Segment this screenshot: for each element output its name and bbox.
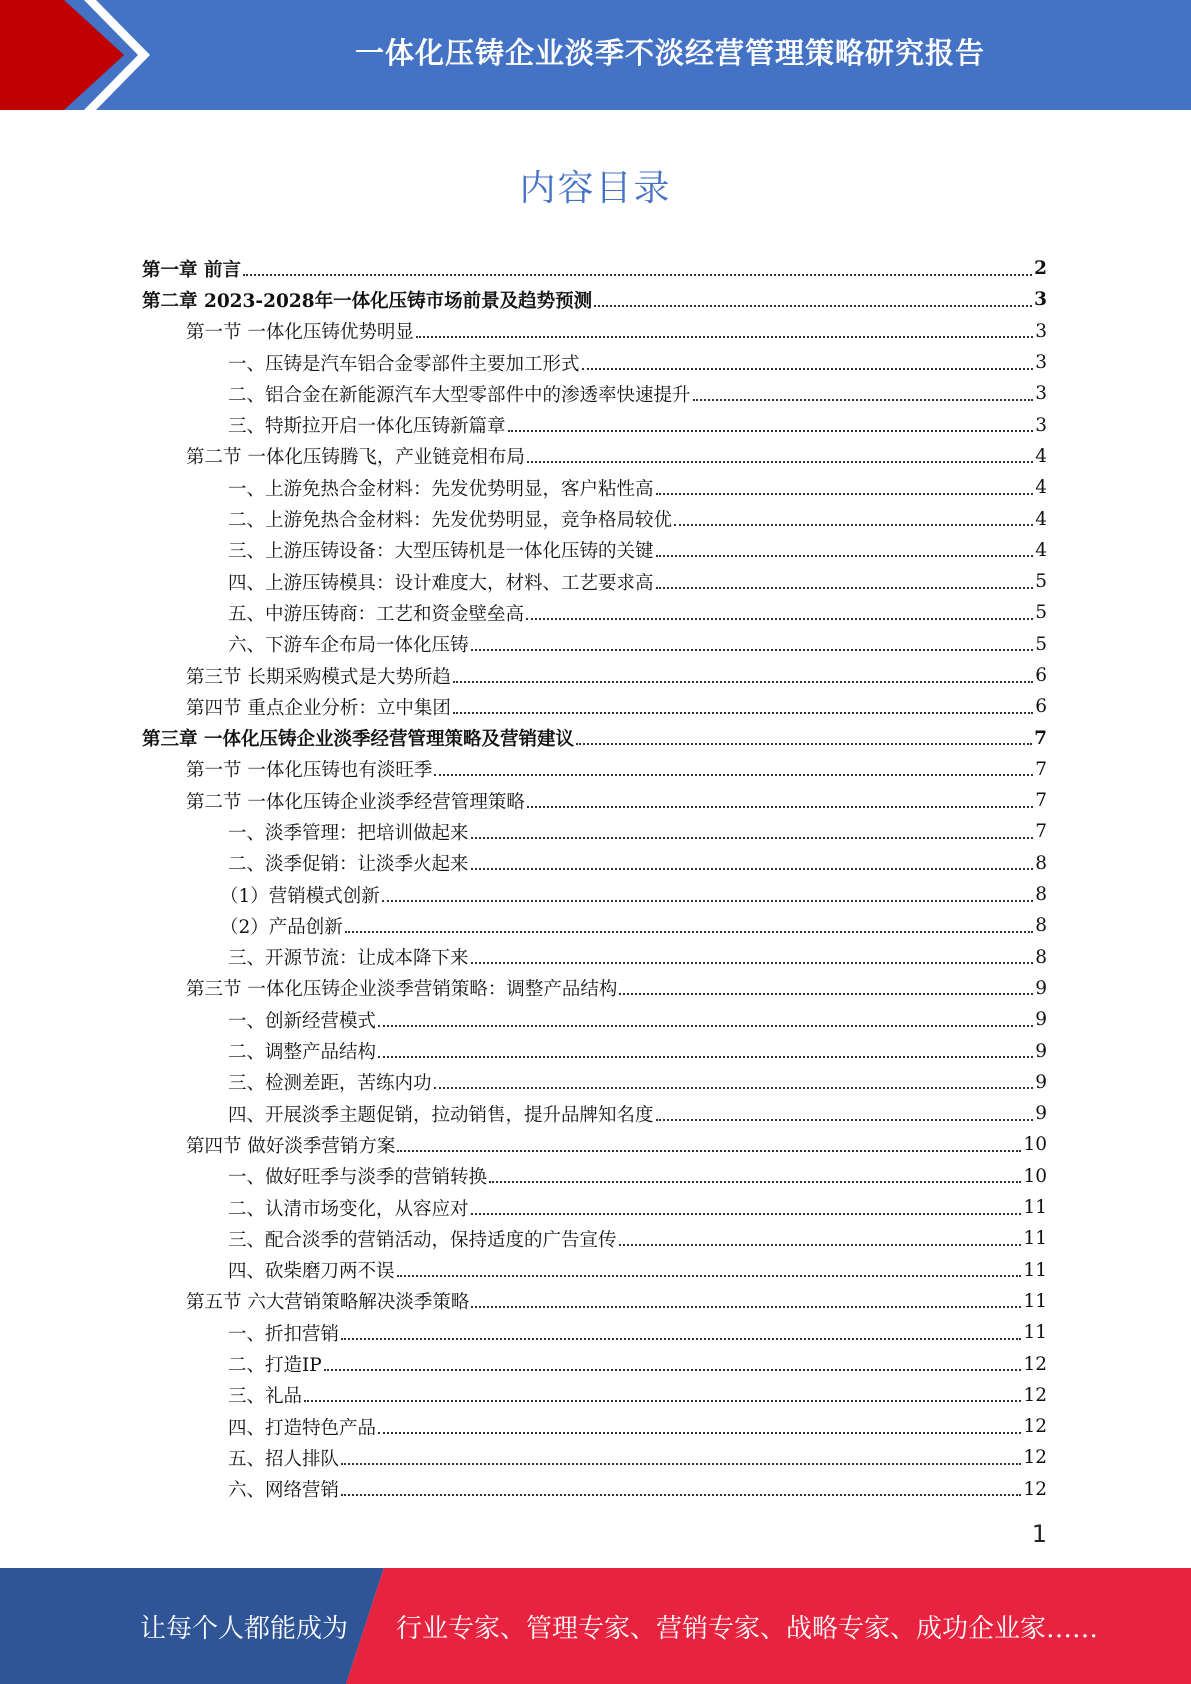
toc-entry-title: （1）营销模式创新: [220, 885, 380, 907]
toc-dot-leader: [341, 1338, 1021, 1340]
toc-entry[interactable]: [142, 629, 1047, 660]
toc-entry[interactable]: [142, 1129, 1047, 1160]
toc-entry[interactable]: [142, 597, 1047, 628]
toc-entry[interactable]: [142, 441, 1047, 472]
toc-entry[interactable]: [142, 503, 1047, 534]
toc-entry[interactable]: [142, 284, 1047, 315]
toc-entry[interactable]: [142, 1380, 1047, 1411]
toc-entry[interactable]: [142, 1317, 1047, 1348]
toc-entry-page: 4: [1035, 445, 1047, 467]
toc-entry-title: 第三节 长期采购模式是大势所趋: [186, 666, 451, 688]
toc-dot-leader: [693, 399, 1034, 401]
toc-entry-title: 第三节 一体化压铸企业淡季营销策略：调整产品结构: [186, 979, 618, 1001]
toc-entry-title: 六、网络营销: [228, 1480, 340, 1502]
toc-entry-page: 12: [1023, 1384, 1047, 1406]
toc-entry-page: 12: [1023, 1478, 1047, 1500]
toc-entry-title: 三、检测差距，苦练内功: [228, 1073, 432, 1095]
toc-entry-page: 7: [1035, 790, 1047, 812]
toc-dot-leader: [619, 1244, 1022, 1246]
toc-dot-leader: [471, 962, 1034, 964]
toc-entry-title: 第四节 重点企业分析：立中集团: [186, 697, 451, 719]
toc-entry-title: 第二章 2023-2028年一体化压铸市场前景及趋势预测: [142, 290, 593, 312]
toc-entry-page: 6: [1035, 696, 1047, 718]
toc-entry-page: 3: [1035, 320, 1047, 342]
toc-entry[interactable]: [142, 1474, 1047, 1505]
toc-entry-title: 二、铝合金在新能源汽车大型零部件中的渗透率快速提升: [228, 384, 691, 406]
toc-entry-page: 11: [1023, 1259, 1047, 1281]
toc-dot-leader: [594, 305, 1032, 307]
toc-entry-page: 10: [1023, 1134, 1047, 1156]
toc-entry[interactable]: [142, 347, 1047, 378]
toc-entry-title: 五、中游压铸商：工艺和资金壁垒高: [228, 603, 525, 625]
toc-entry[interactable]: [142, 1161, 1047, 1192]
toc-entry-title: 第一节 一体化压铸优势明显: [186, 322, 414, 344]
toc-entry-title: 一、压铸是汽车铝合金零部件主要加工形式: [228, 353, 580, 375]
toc-dot-leader: [582, 368, 1034, 370]
toc-entry[interactable]: [142, 535, 1047, 566]
toc-entry[interactable]: [142, 1035, 1047, 1066]
toc-entry-page: 8: [1035, 852, 1047, 874]
toc-dot-leader: [656, 1119, 1034, 1121]
toc-entry-page: 8: [1035, 884, 1047, 906]
toc-dot-leader: [508, 430, 1034, 432]
toc-entry-title: （2）产品创新: [220, 916, 343, 938]
toc-dot-leader: [378, 1056, 1033, 1058]
toc-entry[interactable]: [142, 816, 1047, 847]
report-title: 一体化压铸企业淡季不淡经营管理策略研究报告: [354, 35, 985, 70]
toc-dot-leader: [576, 743, 1032, 745]
toc-entry-title: 第三章 一体化压铸企业淡季经营管理策略及营销建议: [142, 729, 574, 751]
toc-entry[interactable]: [142, 754, 1047, 785]
toc-entry-title: 一、做好旺季与淡季的营销转换: [228, 1167, 488, 1189]
toc-entry-title: 三、上游压铸设备：大型压铸机是一体化压铸的关键: [228, 541, 654, 563]
header-arrow-decoration: [0, 0, 160, 110]
toc-entry-page: 12: [1023, 1447, 1047, 1469]
toc-entry[interactable]: [142, 1348, 1047, 1379]
toc-dot-leader: [453, 712, 1033, 714]
toc-dot-leader: [656, 587, 1034, 589]
toc-entry[interactable]: [142, 1286, 1047, 1317]
toc-entry-page: 9: [1035, 1009, 1047, 1031]
toc-entry-title: 五、招人排队: [228, 1448, 340, 1470]
toc-entry[interactable]: [142, 1411, 1047, 1442]
toc-dot-leader: [453, 681, 1033, 683]
toc-entry[interactable]: [142, 691, 1047, 722]
toc-entry[interactable]: [142, 378, 1047, 409]
toc-entry-title: 三、礼品: [228, 1386, 303, 1408]
toc-entry-page: 4: [1035, 539, 1047, 561]
toc-dot-leader: [434, 1087, 1034, 1089]
toc-entry[interactable]: [142, 879, 1047, 910]
toc-entry-page: 6: [1035, 665, 1047, 686]
toc-entry-page: 9: [1035, 1103, 1047, 1125]
toc-entry-page: 8: [1035, 946, 1047, 968]
toc-entry-title: 四、打造特色产品: [228, 1417, 377, 1439]
toc-dot-leader: [471, 837, 1034, 839]
toc-dot-leader: [341, 1463, 1021, 1465]
toc-entry-page: 5: [1035, 571, 1047, 593]
toc-entry-page: 11: [1023, 1228, 1047, 1250]
toc-dot-leader: [526, 618, 1033, 620]
toc-entry-title: 一、创新经营模式: [228, 1010, 377, 1032]
toc-dot-leader: [527, 461, 1033, 463]
toc-entry-title: 一、上游免热合金材料：先发优势明显，客户粘性高: [228, 478, 654, 500]
toc-entry-title: 四、砍柴磨刀两不误: [228, 1261, 395, 1283]
toc-entry[interactable]: [142, 253, 1047, 284]
toc-entry-page: 9: [1035, 1071, 1047, 1093]
toc-entry-title: 三、配合淡季的营销活动，保持适度的广告宣传: [228, 1229, 617, 1251]
toc-entry-page: 4: [1035, 477, 1047, 499]
toc-entry-page: 3: [1035, 352, 1047, 374]
toc-entry-page: 11: [1023, 1322, 1047, 1344]
toc-entry-page: 12: [1023, 1353, 1047, 1375]
toc-entry-page: 3: [1035, 414, 1047, 436]
footer-banner: [0, 1568, 1191, 1684]
toc-dot-leader: [416, 336, 1033, 338]
toc-heading: 内容目录: [519, 168, 672, 209]
toc-dot-leader: [434, 774, 1033, 776]
toc-entry[interactable]: [142, 722, 1047, 753]
toc-dot-leader: [471, 1213, 1022, 1215]
toc-dot-leader: [378, 1025, 1033, 1027]
toc-entry-title: 二、认清市场变化，从容应对: [228, 1198, 469, 1220]
toc-entry[interactable]: [142, 316, 1047, 347]
toc-dot-leader: [341, 1494, 1021, 1496]
toc-entry[interactable]: [142, 1067, 1047, 1098]
toc-entry-title: 二、打造IP: [228, 1355, 322, 1377]
toc-entry-page: 9: [1035, 977, 1047, 999]
toc-dot-leader: [378, 1432, 1021, 1434]
toc-entry-page: 3: [1034, 289, 1047, 311]
toc-entry[interactable]: [142, 1004, 1047, 1035]
toc-entry[interactable]: [142, 472, 1047, 503]
toc-entry-title: 二、淡季促销：让淡季火起来: [228, 854, 469, 876]
toc-entry-page: 8: [1035, 915, 1047, 937]
toc-dot-leader: [397, 1275, 1022, 1277]
toc-entry-page: 5: [1035, 602, 1047, 624]
footer-roles: 行业专家、管理专家、营销专家、战略专家、成功企业家……: [396, 1613, 1099, 1644]
toc-entry[interactable]: [142, 1098, 1047, 1129]
toc-entry[interactable]: [142, 785, 1047, 816]
toc-dot-leader: [243, 274, 1032, 276]
toc-entry[interactable]: [142, 409, 1047, 440]
toc-entry[interactable]: [142, 1223, 1047, 1254]
toc-entry-title: 第一节 一体化压铸也有淡旺季: [186, 760, 433, 782]
toc-entry-page: 7: [1035, 821, 1047, 843]
page-number: 1: [1031, 1520, 1047, 1548]
toc-entry-page: 12: [1023, 1416, 1047, 1438]
toc-entry[interactable]: [142, 848, 1047, 879]
toc-entry[interactable]: [142, 973, 1047, 1004]
toc-entry-page: 9: [1035, 1040, 1047, 1062]
toc-dot-leader: [489, 1181, 1021, 1183]
toc-entry-page: 7: [1034, 727, 1047, 749]
toc-dot-leader: [324, 1369, 1022, 1371]
toc-entry-page: 3: [1035, 383, 1047, 405]
toc-entry-title: 四、开展淡季主题促销，拉动销售，提升品牌知名度: [228, 1104, 654, 1126]
toc-entry-title: 第一章 前言: [142, 259, 241, 281]
toc-entry-title: 一、淡季管理：把培训做起来: [228, 822, 469, 844]
toc-entry[interactable]: [142, 660, 1047, 691]
toc-entry-title: 第五节 六大营销策略解决淡季策略: [186, 1292, 470, 1314]
toc-dot-leader: [471, 649, 1034, 651]
toc-entry[interactable]: [142, 1442, 1047, 1473]
toc-entry-title: 六、下游车企布局一体化压铸: [228, 635, 469, 657]
toc-entry[interactable]: [142, 942, 1047, 973]
toc-dot-leader: [471, 1306, 1021, 1308]
toc-entry-page: 2: [1034, 258, 1047, 280]
toc-dot-leader: [397, 1150, 1021, 1152]
toc-entry-page: 5: [1035, 633, 1047, 655]
toc-entry-page: 4: [1035, 508, 1047, 530]
toc-entry-title: 一、折扣营销: [228, 1323, 340, 1345]
toc-entry-title: 二、调整产品结构: [228, 1042, 377, 1064]
toc-entry[interactable]: [142, 1255, 1047, 1286]
toc-entry[interactable]: [142, 910, 1047, 941]
toc-dot-leader: [304, 1400, 1021, 1402]
toc-dot-leader: [674, 524, 1033, 526]
toc-entry-page: 7: [1035, 758, 1047, 780]
toc-dot-leader: [656, 493, 1034, 495]
toc-dot-leader: [619, 993, 1033, 995]
toc-entry-page: 11: [1023, 1197, 1047, 1219]
table-of-contents: [142, 253, 1047, 1505]
toc-entry-title: 第二节 一体化压铸腾飞，产业链竞相布局: [186, 447, 525, 469]
toc-entry-title: 三、特斯拉开启一体化压铸新篇章: [228, 416, 506, 438]
toc-dot-leader: [345, 931, 1033, 933]
toc-dot-leader: [382, 900, 1033, 902]
footer-slogan: 让每个人都能成为: [140, 1613, 349, 1644]
toc-entry-page: 10: [1023, 1165, 1047, 1187]
toc-dot-leader: [527, 806, 1033, 808]
toc-dot-leader: [656, 555, 1034, 557]
toc-dot-leader: [471, 868, 1034, 870]
toc-entry-title: 四、上游压铸模具：设计难度大，材料、工艺要求高: [228, 572, 654, 594]
toc-entry-title: 三、开源节流：让成本降下来: [228, 948, 469, 970]
toc-entry[interactable]: [142, 1192, 1047, 1223]
toc-entry[interactable]: [142, 566, 1047, 597]
toc-entry-page: 11: [1023, 1290, 1047, 1312]
toc-entry-title: 二、上游免热合金材料：先发优势明显，竞争格局较优: [228, 510, 673, 532]
toc-entry-title: 第二节 一体化压铸企业淡季经营管理策略: [186, 791, 525, 813]
toc-entry-title: 第四节 做好淡季营销方案: [186, 1135, 396, 1157]
